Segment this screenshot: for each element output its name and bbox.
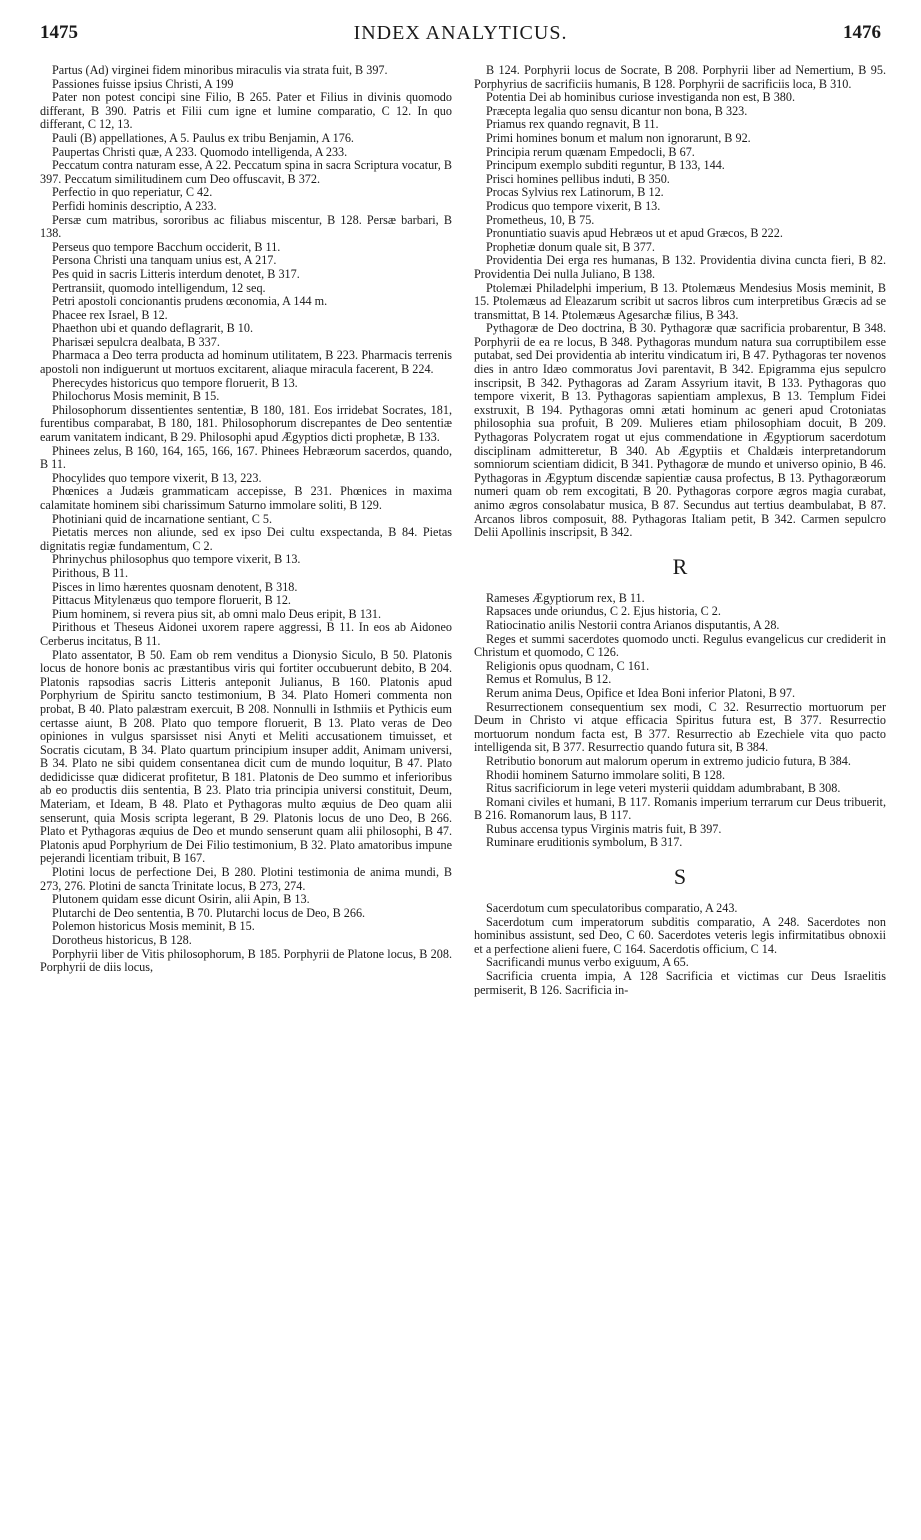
- index-entry: Plutarchi de Deo sententia, B 70. Plutarchi locus de Deo, B 266.: [52, 905, 366, 920]
- index-entry: Pauli (B) appellationes, A 5. Paulus ex tribu Benjamin, A 176.: [52, 130, 354, 145]
- index-entry: Præcepta legalia quo sensu dicantur non bona, B 323.: [486, 103, 748, 118]
- index-entry: Remus et Romulus, B 12.: [486, 672, 612, 687]
- index-entry: Passiones fuisse ipsius Christi, A 199: [52, 76, 234, 91]
- index-entry: Prophetiæ donum quale sit, B 377.: [486, 239, 655, 254]
- index-entry: Sacrificia cruenta impia, A 128 Sacrificia et victimas cur Deus Israelitis permiserit, B 126. Sacrificia in-: [474, 969, 886, 997]
- index-entry: Priamus rex quando regnavit, B 11.: [486, 117, 659, 132]
- index-entry: Partus (Ad) virginei fidem minoribus miraculis via strata fuit, B 397.: [52, 64, 388, 77]
- index-entry: Rapsaces unde oriundus, C 2. Ejus historia, C 2.: [486, 604, 721, 619]
- index-entry: Rameses Ægyptiorum rex, B 11.: [486, 590, 645, 605]
- index-entry: Dorotheus historicus, B 128.: [52, 933, 192, 947]
- index-entry: Polemon historicus Mosis meminit, B 15.: [52, 919, 255, 934]
- index-entry: Plotini locus de perfectione Dei, B 280. Plotini testimonia de anima mundi, B 273, 276. Plotini de sancta Trinitate locus, B 273, 274.: [40, 865, 452, 893]
- index-entry: Potentia Dei ab hominibus curiose investiganda non est, B 380.: [486, 90, 796, 105]
- section-letter-r: R: [672, 553, 688, 579]
- index-entry: Pietatis merces non aliunde, sed ex ipso Dei cultu exspectanda, B 84. Pietas dignitatis regiæ fundamentum, C 2.: [40, 525, 452, 553]
- entries-p-continued: [474, 64, 886, 540]
- entries-s: [474, 902, 886, 997]
- index-entry: Phrinychus philosophus quo tempore vixerit, B 13.: [52, 552, 301, 567]
- index-entry: Rhodii hominem Saturno immolare soliti, B 128.: [486, 767, 726, 782]
- index-entry: Perfidi hominis descriptio, A 233.: [52, 198, 217, 213]
- entries-r: [474, 592, 886, 850]
- index-entry: Petri apostoli concionantis prudens œconomia, A 144 m.: [52, 294, 328, 309]
- index-entry: Pirithous, B 11.: [52, 565, 129, 580]
- index-entry: Phocylides quo tempore vixerit, B 13, 223.: [52, 470, 262, 485]
- right-column: [474, 64, 886, 1524]
- index-entry: Sacrificandi munus verbo exiguum, A 65.: [486, 955, 689, 970]
- index-entry: Principum exemplo subditi reguntur, B 133, 144.: [486, 158, 725, 173]
- index-entry: Perseus quo tempore Bacchum occiderit, B 11.: [52, 239, 281, 254]
- index-entry: Romani civiles et humani, B 117. Romanis imperium terrarum cur Deus tribuerit, B 216. Romanorum laus, B 117.: [474, 794, 886, 823]
- index-entry: Prodicus quo tempore vixerit, B 13.: [486, 198, 661, 213]
- index-entry: Phinees zelus, B 160, 164, 165, 166, 167. Phinees Hebræorum sacerdos, quando, B 11.: [40, 443, 452, 472]
- index-entry: Persæ cum matribus, sororibus ac filiabus miscentur, B 128. Persæ barbari, B 138.: [40, 212, 452, 241]
- index-entry: Reges et summi sacerdotes quomodo uncti. Regulus evangelicus cur crediderit in Christum et quomodo, C 126.: [474, 631, 886, 660]
- index-entry: Religionis opus quodnam, C 161.: [486, 658, 650, 673]
- index-entry: Primi homines bonum et malum non ignorarunt, B 92.: [486, 130, 751, 145]
- index-entry: B 124. Porphyrii locus de Socrate, B 208. Porphyrii liber ad Nemertium, B 95. Porphyrius de sacrificiis humanis, B 128. Porphyrii de sacrificiis loca, B 310.: [474, 64, 886, 91]
- index-entry: Retributio bonorum aut malorum operum in extremo judicio futura, B 384.: [486, 753, 851, 768]
- index-entry: Prometheus, 10, B 75.: [486, 212, 595, 227]
- index-entry: Pes quid in sacris Litteris interdum denotet, B 317.: [52, 266, 300, 281]
- section-letter-s: S: [673, 864, 687, 890]
- index-entry: Pythagoræ de Deo doctrina, B 30. Pythagoræ quæ sacrificia probarentur, B 348. Porphyrii de ea re locus, B 348. Pythagoras mundum natura sua corruptibilem esse putabat, sed Dei providentia ab interitu vindicatum iri, B 47. Pythagoras ter novenos dies in antro Idæo commoratus Jovi parentavit, B 342. Epigramma ejus sepulcro inscripsit, B 342. Pythagoras ad Zaram Assyrium itavit, B 133. Pythagoras quo tempore vixerit, B 13. Pythagoras sapientiam amplexus, B 13. Templum Fidei exstruxit, B 194. Pythagoras omni ætati hominum ac generi apud Crotoniatas philosophia sua profuit, B 209. Mulieres etiam philosophiam docuit, B 209. Pythagoras Polycratem rogat ut ejus commendatione in Ægyptiorum sacerdotum disciplinam admitteretur, B 340. Ab Ægyptiis et Chaldæis interpretandorum somniorum scientiam didicit, B 341. Pythagoræ de mundo et universo opinio, B 46. Pythagoras in Ægyptum discendæ sapientiæ causa profectus, B 13. Pythagoræorum numeri quam ob rem excogitati, B 20. Pythagoras corpore ægros magia curabat, animo ægros consolabatur musica, B 87. Secundus aut tertius deambulabat, B 87. Arcanos libros composuit, 88. Pythagoras Italiam petit, B 342. Carmen sepulcro Delii Apollinis inscripsit, B 342.: [474, 321, 886, 540]
- index-entry: Persona Christi una tanquam unius est, A 217.: [52, 253, 277, 268]
- page-number-right: 1476: [843, 22, 881, 43]
- page-header: [40, 22, 881, 52]
- index-entry: Ptolemæi Philadelphi imperium, B 13. Ptolemæus Mendesius Mosis meminit, B 15. Ptolemæus ad Eleazarum scribit ut sacros libros cum interpretibus Græcis ad se transmittat, B 14. Ptolemæus Agesarchæ filius, B 343.: [474, 280, 886, 322]
- index-entry: Pharmaca a Deo terra producta ad hominum utilitatem, B 223. Pharmacis terrenis apostoli non indiguerunt ut mortuos excitarent, aliaque miracula facerent, B 224.: [40, 348, 452, 377]
- index-entry: Ritus sacrificiorum in lege veteri mysterii quiddam adumbrabant, B 308.: [486, 781, 841, 796]
- index-entry: Ratiocinatio anilis Nestorii contra Arianos disputantis, A 28.: [486, 617, 780, 632]
- index-entry: Pherecydes historicus quo tempore floruerit, B 13.: [52, 375, 298, 390]
- running-title: INDEX ANALYTICUS.: [353, 22, 568, 44]
- index-entry: Philochorus Mosis meminit, B 15.: [52, 389, 220, 404]
- index-entry: Plutonem quidam esse dicunt Osirin, alii Apin, B 13.: [52, 892, 310, 907]
- index-entry: Sacerdotum cum imperatorum subditis comparatio, A 248. Sacerdotes non hominibus assistunt, sed Deo, C 60. Sacerdotes veteris legis infirmitatibus obnoxii et a perfectione alieni fuere, C 164. Sacerdotis officium, C 14.: [474, 914, 886, 956]
- index-entry: Paupertas Christi quæ, A 233. Quomodo intelligenda, A 233.: [52, 144, 348, 159]
- index-entry: Principia rerum quænam Empedocli, B 67.: [486, 144, 695, 159]
- page-number-left: 1475: [40, 22, 78, 43]
- index-entry: Pronuntiatio suavis apud Hebræos ut et apud Græcos, B 222.: [486, 226, 783, 241]
- index-entry: Porphyrii liber de Vitis philosophorum, B 185. Porphyrii de Platone locus, B 208. Porphyrii de diis locus,: [40, 946, 452, 975]
- index-entry: Pertransiit, quomodo intelligendum, 12 seq.: [52, 280, 266, 295]
- index-entry: Resurrectionem consequentium sex modi, C 32. Resurrectio mortuorum per Deum in Christo vi atque efficacia Spiritus futura est, B 377. Resurrectio mortuorum nondum facta est, B 377. Resurrectio ab Ezechiele vita quo pacto intelligenda sit, B 377. Resurrectio quando futura sit, B 384.: [474, 699, 886, 755]
- index-entry: Photiniani quid de incarnatione sentiant, C 5.: [52, 511, 273, 526]
- index-entry: Providentia Dei erga res humanas, B 132. Providentia divina cuncta fieri, B 82. Providentia Dei nulla Juliano, B 138.: [474, 253, 886, 281]
- index-entry: Phœnices a Judæis grammaticam accepisse, B 231. Phœnices in maxima calamitate hominem sibi charissimum Saturno immolare soliti, B 129.: [40, 484, 452, 512]
- left-column: [40, 64, 452, 1524]
- index-entry: Perfectio in quo reperiatur, C 42.: [52, 185, 213, 200]
- index-entry: Pittacus Mitylenæus quo tempore floruerit, B 12.: [52, 593, 291, 608]
- index-entry: Sacerdotum cum speculatoribus comparatio, A 243.: [486, 901, 738, 916]
- index-entry: Phacee rex Israel, B 12.: [52, 307, 168, 322]
- index-entry: Rerum anima Deus, Opifice et Idea Boni inferior Platoni, B 97.: [486, 685, 796, 700]
- index-entry: Procas Sylvius rex Latinorum, B 12.: [486, 185, 664, 200]
- index-entry: Ruminare eruditionis symbolum, B 317.: [486, 835, 683, 850]
- index-entry: Pharisæi sepulcra dealbata, B 337.: [52, 334, 220, 349]
- index-entry: Rubus accensa typus Virginis matris fuit, B 397.: [486, 821, 722, 836]
- index-entry: Prisci homines pellibus induti, B 350.: [486, 171, 670, 186]
- index-entry: Pirithous et Theseus Aidonei uxorem rapere aggressi, B 11. In eos ab Aidoneo Cerberus incitatus, B 11.: [40, 620, 452, 648]
- index-entry: Phaethon ubi et quando deflagrarit, B 10.: [52, 321, 254, 336]
- index-entry: Pisces in limo hærentes quosnam denotent, B 318.: [52, 579, 298, 594]
- index-entry: Peccatum contra naturam esse, A 22. Peccatum spina in sacra Scriptura vocatur, B 397. Peccatum similitudinem cum Deo offuscavit, B 372.: [40, 158, 452, 186]
- index-entry: Pater non potest concipi sine Filio, B 265. Pater et Filius in divinis quomodo differant, B 390. Patris et Filii cum igne et lumine comparatio, C 12. In quo differant, C 12, 13.: [40, 90, 452, 132]
- index-entry: Plato assentator, B 50. Eam ob rem venditus a Dionysio Siculo, B 50. Platonis locus de honore bonis ac præstantibus viris qui fortiter occubuerunt debito, B 204. Platonis rapsodias sacris Litteris anteponit Julianus, B 160. Platonis apud Porphyrium de Spiritu sancto testimonium, B 34. Plato Homeri commenta non probat, B 40. Plato palæstram exercuit, B 208. Nonnulli in Isthmiis et Pythicis eum certasse aiunt, B 208. Plato quo tempore floruerit, B 13. Plato veras de Deo opiniones in vulgus sparsisset nisi Anyti et Meliti accusationem timuisset, et Socratis cicutam, B 34. Plato quartum principium insuper addit, Animam universi, B 34. Plato ne sibi quidem consentanea dicit cum de mundo loquitur, B 47. Plato dedidicisse quæ didicerat profitetur, B 181. Platonis de Deo summo et inferioribus ab eo productis diis sententia, B 23. Plato tria principia universi constituit, Deum, Materiam, et Ideam, B 48. Plato et Pythagoras multo æquius de Deo quam alii senserunt, quia Mosis scripta legerant, B 29. Platonis locus de uno Deo, B 266. Plato et Pythagoras æquius de Deo et mundo senserunt quam alii philosophi, B 47. Platonis apud Porphyrium de Dei Filio testimonium, B 32. Plato amatoribus impune pejerandi licentiam tribuit, B 167.: [40, 647, 452, 866]
- index-entry: Pium hominem, si revera pius sit, ab omni malo Deus eripit, B 131.: [52, 606, 382, 621]
- index-entry: Philosophorum dissentientes sententiæ, B 180, 181. Eos irridebat Socrates, 181, furentibus comparabat, B 180, 181. Philosophorum discrepantes de Deo sententiæ earum vanitatem indicant, B 29. Philosophi apud Ægyptios dicti prophetæ, B 133.: [40, 402, 452, 445]
